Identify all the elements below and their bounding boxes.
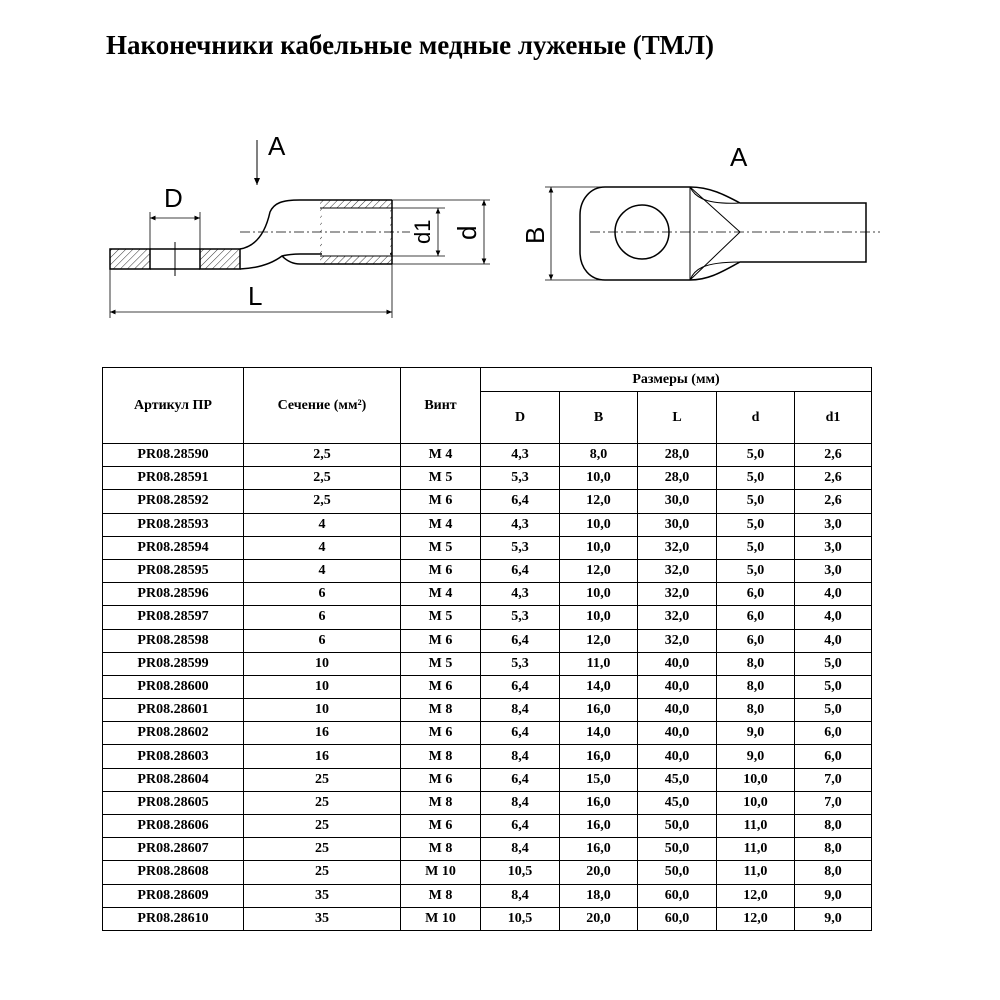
screw-cell: М 4 — [401, 513, 481, 536]
B-cell: 16,0 — [560, 815, 638, 838]
d1-cell: 7,0 — [795, 768, 872, 791]
label-d1: d1 — [410, 219, 435, 244]
D-cell: 10,5 — [481, 907, 560, 930]
article-cell: PR08.28598 — [103, 629, 244, 652]
header-dimensions: Размеры (мм) — [481, 368, 872, 392]
section-cell: 10 — [244, 652, 401, 675]
d1-cell: 3,0 — [795, 513, 872, 536]
D-cell: 5,3 — [481, 606, 560, 629]
header-L: L — [638, 392, 717, 444]
section-cell: 2,5 — [244, 490, 401, 513]
pad-right-section — [200, 249, 240, 269]
L-cell: 45,0 — [638, 791, 717, 814]
d-cell: 9,0 — [717, 722, 795, 745]
label-D: D — [164, 183, 183, 213]
d-cell: 6,0 — [717, 606, 795, 629]
L-cell: 50,0 — [638, 861, 717, 884]
article-cell: PR08.28599 — [103, 652, 244, 675]
table-row — [103, 815, 872, 838]
d1-cell: 2,6 — [795, 467, 872, 490]
L-cell: 32,0 — [638, 559, 717, 582]
d1-cell: 4,0 — [795, 606, 872, 629]
article-cell: PR08.28600 — [103, 675, 244, 698]
D-cell: 8,4 — [481, 884, 560, 907]
d-cell: 5,0 — [717, 490, 795, 513]
d1-cell: 4,0 — [795, 629, 872, 652]
D-cell: 6,4 — [481, 629, 560, 652]
D-cell: 6,4 — [481, 490, 560, 513]
D-cell: 5,3 — [481, 536, 560, 559]
article-cell: PR08.28606 — [103, 815, 244, 838]
L-cell: 45,0 — [638, 768, 717, 791]
table-row — [103, 791, 872, 814]
table-row — [103, 768, 872, 791]
B-cell: 8,0 — [560, 444, 638, 467]
B-cell: 12,0 — [560, 490, 638, 513]
B-cell: 12,0 — [560, 629, 638, 652]
L-cell: 60,0 — [638, 884, 717, 907]
table-row — [103, 583, 872, 606]
d1-cell: 8,0 — [795, 838, 872, 861]
L-cell: 28,0 — [638, 467, 717, 490]
section-cell: 4 — [244, 513, 401, 536]
d-cell: 9,0 — [717, 745, 795, 768]
D-cell: 6,4 — [481, 768, 560, 791]
d-cell: 8,0 — [717, 699, 795, 722]
B-cell: 20,0 — [560, 907, 638, 930]
D-cell: 4,3 — [481, 513, 560, 536]
section-cell: 4 — [244, 559, 401, 582]
section-cell: 2,5 — [244, 467, 401, 490]
section-cell: 6 — [244, 583, 401, 606]
screw-cell: М 8 — [401, 745, 481, 768]
d1-cell: 2,6 — [795, 444, 872, 467]
article-cell: PR08.28591 — [103, 467, 244, 490]
B-cell: 16,0 — [560, 838, 638, 861]
header-d: d — [717, 392, 795, 444]
screw-cell: М 6 — [401, 768, 481, 791]
section-cell: 25 — [244, 861, 401, 884]
table-row — [103, 699, 872, 722]
d-cell: 6,0 — [717, 629, 795, 652]
section-cell: 10 — [244, 675, 401, 698]
table-row — [103, 884, 872, 907]
d-cell: 12,0 — [717, 907, 795, 930]
d-cell: 8,0 — [717, 675, 795, 698]
section-cell: 6 — [244, 606, 401, 629]
L-cell: 40,0 — [638, 675, 717, 698]
B-cell: 10,0 — [560, 606, 638, 629]
article-cell: PR08.28597 — [103, 606, 244, 629]
d-cell: 5,0 — [717, 559, 795, 582]
section-cell: 4 — [244, 536, 401, 559]
section-cell: 2,5 — [244, 444, 401, 467]
section-cell: 25 — [244, 791, 401, 814]
d1-cell: 5,0 — [795, 675, 872, 698]
B-cell: 10,0 — [560, 467, 638, 490]
D-cell: 4,3 — [481, 444, 560, 467]
article-cell: PR08.28594 — [103, 536, 244, 559]
screw-cell: М 4 — [401, 583, 481, 606]
table-row — [103, 838, 872, 861]
d-cell: 5,0 — [717, 444, 795, 467]
d-cell: 12,0 — [717, 884, 795, 907]
article-cell: PR08.28609 — [103, 884, 244, 907]
lug-outline — [580, 187, 866, 280]
top-view-drawing — [545, 187, 880, 280]
screw-cell: М 8 — [401, 699, 481, 722]
article-cell: PR08.28610 — [103, 907, 244, 930]
table-row — [103, 559, 872, 582]
L-cell: 40,0 — [638, 699, 717, 722]
B-cell: 16,0 — [560, 791, 638, 814]
d1-cell: 8,0 — [795, 861, 872, 884]
B-cell: 15,0 — [560, 768, 638, 791]
table-row — [103, 652, 872, 675]
B-cell: 10,0 — [560, 536, 638, 559]
article-cell: PR08.28593 — [103, 513, 244, 536]
table-row — [103, 722, 872, 745]
d-cell: 10,0 — [717, 768, 795, 791]
D-cell: 10,5 — [481, 861, 560, 884]
screw-cell: М 8 — [401, 884, 481, 907]
header-screw: Винт — [401, 368, 481, 444]
section-cell: 25 — [244, 838, 401, 861]
section-cell: 6 — [244, 629, 401, 652]
d1-cell: 6,0 — [795, 745, 872, 768]
screw-cell: М 10 — [401, 907, 481, 930]
d-cell: 11,0 — [717, 861, 795, 884]
table-row — [103, 467, 872, 490]
screw-cell: М 6 — [401, 559, 481, 582]
label-L: L — [248, 281, 263, 311]
article-cell: PR08.28602 — [103, 722, 244, 745]
screw-cell: М 8 — [401, 838, 481, 861]
label-B: B — [520, 226, 550, 244]
header-B: B — [560, 392, 638, 444]
d1-cell: 8,0 — [795, 815, 872, 838]
table-row — [103, 513, 872, 536]
d-cell: 6,0 — [717, 583, 795, 606]
L-cell: 32,0 — [638, 606, 717, 629]
header-article: Артикул ПР — [103, 368, 244, 444]
section-cell: 16 — [244, 745, 401, 768]
d1-cell: 7,0 — [795, 791, 872, 814]
L-cell: 32,0 — [638, 583, 717, 606]
d-cell: 10,0 — [717, 791, 795, 814]
header-d1: d1 — [795, 392, 872, 444]
D-cell: 6,4 — [481, 675, 560, 698]
L-cell: 60,0 — [638, 907, 717, 930]
screw-cell: М 5 — [401, 536, 481, 559]
d-cell: 11,0 — [717, 815, 795, 838]
L-cell: 28,0 — [638, 444, 717, 467]
D-cell: 8,4 — [481, 699, 560, 722]
table-row — [103, 490, 872, 513]
article-cell: PR08.28596 — [103, 583, 244, 606]
D-cell: 6,4 — [481, 559, 560, 582]
screw-cell: М 5 — [401, 652, 481, 675]
table-row — [103, 444, 872, 467]
article-cell: PR08.28592 — [103, 490, 244, 513]
d-cell: 8,0 — [717, 652, 795, 675]
d1-cell: 9,0 — [795, 884, 872, 907]
L-cell: 30,0 — [638, 513, 717, 536]
d-cell: 5,0 — [717, 536, 795, 559]
section-cell: 10 — [244, 699, 401, 722]
pad-left-section — [110, 249, 150, 269]
specification-table — [102, 367, 872, 931]
section-cell: 35 — [244, 884, 401, 907]
table-row — [103, 536, 872, 559]
technical-drawing — [0, 0, 1000, 340]
screw-cell: М 5 — [401, 606, 481, 629]
table-row — [103, 907, 872, 930]
L-cell: 32,0 — [638, 629, 717, 652]
d1-cell: 3,0 — [795, 536, 872, 559]
D-cell: 6,4 — [481, 815, 560, 838]
B-cell: 16,0 — [560, 745, 638, 768]
L-cell: 30,0 — [638, 490, 717, 513]
d1-cell: 6,0 — [795, 722, 872, 745]
screw-cell: М 6 — [401, 490, 481, 513]
L-cell: 40,0 — [638, 722, 717, 745]
label-A-side: A — [268, 131, 286, 161]
B-cell: 14,0 — [560, 675, 638, 698]
d-cell: 5,0 — [717, 513, 795, 536]
section-cell: 16 — [244, 722, 401, 745]
B-cell: 14,0 — [560, 722, 638, 745]
article-cell: PR08.28605 — [103, 791, 244, 814]
header-section: Сечение (мм²) — [244, 368, 401, 444]
L-cell: 50,0 — [638, 838, 717, 861]
d1-cell: 9,0 — [795, 907, 872, 930]
article-cell: PR08.28595 — [103, 559, 244, 582]
section-cell: 25 — [244, 768, 401, 791]
d1-cell: 3,0 — [795, 559, 872, 582]
label-A-top: A — [730, 142, 748, 172]
screw-cell: М 4 — [401, 444, 481, 467]
table-row — [103, 861, 872, 884]
screw-cell: М 6 — [401, 722, 481, 745]
table-row — [103, 606, 872, 629]
section-cell: 25 — [244, 815, 401, 838]
B-cell: 10,0 — [560, 513, 638, 536]
d-cell: 5,0 — [717, 467, 795, 490]
d1-cell: 2,6 — [795, 490, 872, 513]
d-cell: 11,0 — [717, 838, 795, 861]
article-cell: PR08.28590 — [103, 444, 244, 467]
screw-cell: М 8 — [401, 791, 481, 814]
D-cell: 8,4 — [481, 745, 560, 768]
d1-cell: 5,0 — [795, 699, 872, 722]
page-title: Наконечники кабельные медные луженые (ТМЛ) — [106, 30, 715, 60]
L-cell: 40,0 — [638, 652, 717, 675]
bolt-hole — [615, 205, 669, 259]
d1-cell: 4,0 — [795, 583, 872, 606]
d1-cell: 5,0 — [795, 652, 872, 675]
B-cell: 10,0 — [560, 583, 638, 606]
screw-cell: М 10 — [401, 861, 481, 884]
article-cell: PR08.28607 — [103, 838, 244, 861]
B-cell: 20,0 — [560, 861, 638, 884]
L-cell: 40,0 — [638, 745, 717, 768]
screw-cell: М 6 — [401, 815, 481, 838]
L-cell: 50,0 — [638, 815, 717, 838]
article-cell: PR08.28601 — [103, 699, 244, 722]
table-row — [103, 629, 872, 652]
D-cell: 8,4 — [481, 791, 560, 814]
B-cell: 12,0 — [560, 559, 638, 582]
B-cell: 11,0 — [560, 652, 638, 675]
L-cell: 32,0 — [638, 536, 717, 559]
article-cell: PR08.28608 — [103, 861, 244, 884]
label-d: d — [452, 225, 482, 240]
table-row — [103, 675, 872, 698]
B-cell: 16,0 — [560, 699, 638, 722]
screw-cell: М 6 — [401, 629, 481, 652]
section-cell: 35 — [244, 907, 401, 930]
header-D: D — [481, 392, 560, 444]
D-cell: 8,4 — [481, 838, 560, 861]
article-cell: PR08.28603 — [103, 745, 244, 768]
D-cell: 6,4 — [481, 722, 560, 745]
screw-cell: М 6 — [401, 675, 481, 698]
D-cell: 4,3 — [481, 583, 560, 606]
table-body — [103, 444, 872, 931]
screw-cell: М 5 — [401, 467, 481, 490]
article-cell: PR08.28604 — [103, 768, 244, 791]
table-row — [103, 745, 872, 768]
D-cell: 5,3 — [481, 467, 560, 490]
B-cell: 18,0 — [560, 884, 638, 907]
D-cell: 5,3 — [481, 652, 560, 675]
